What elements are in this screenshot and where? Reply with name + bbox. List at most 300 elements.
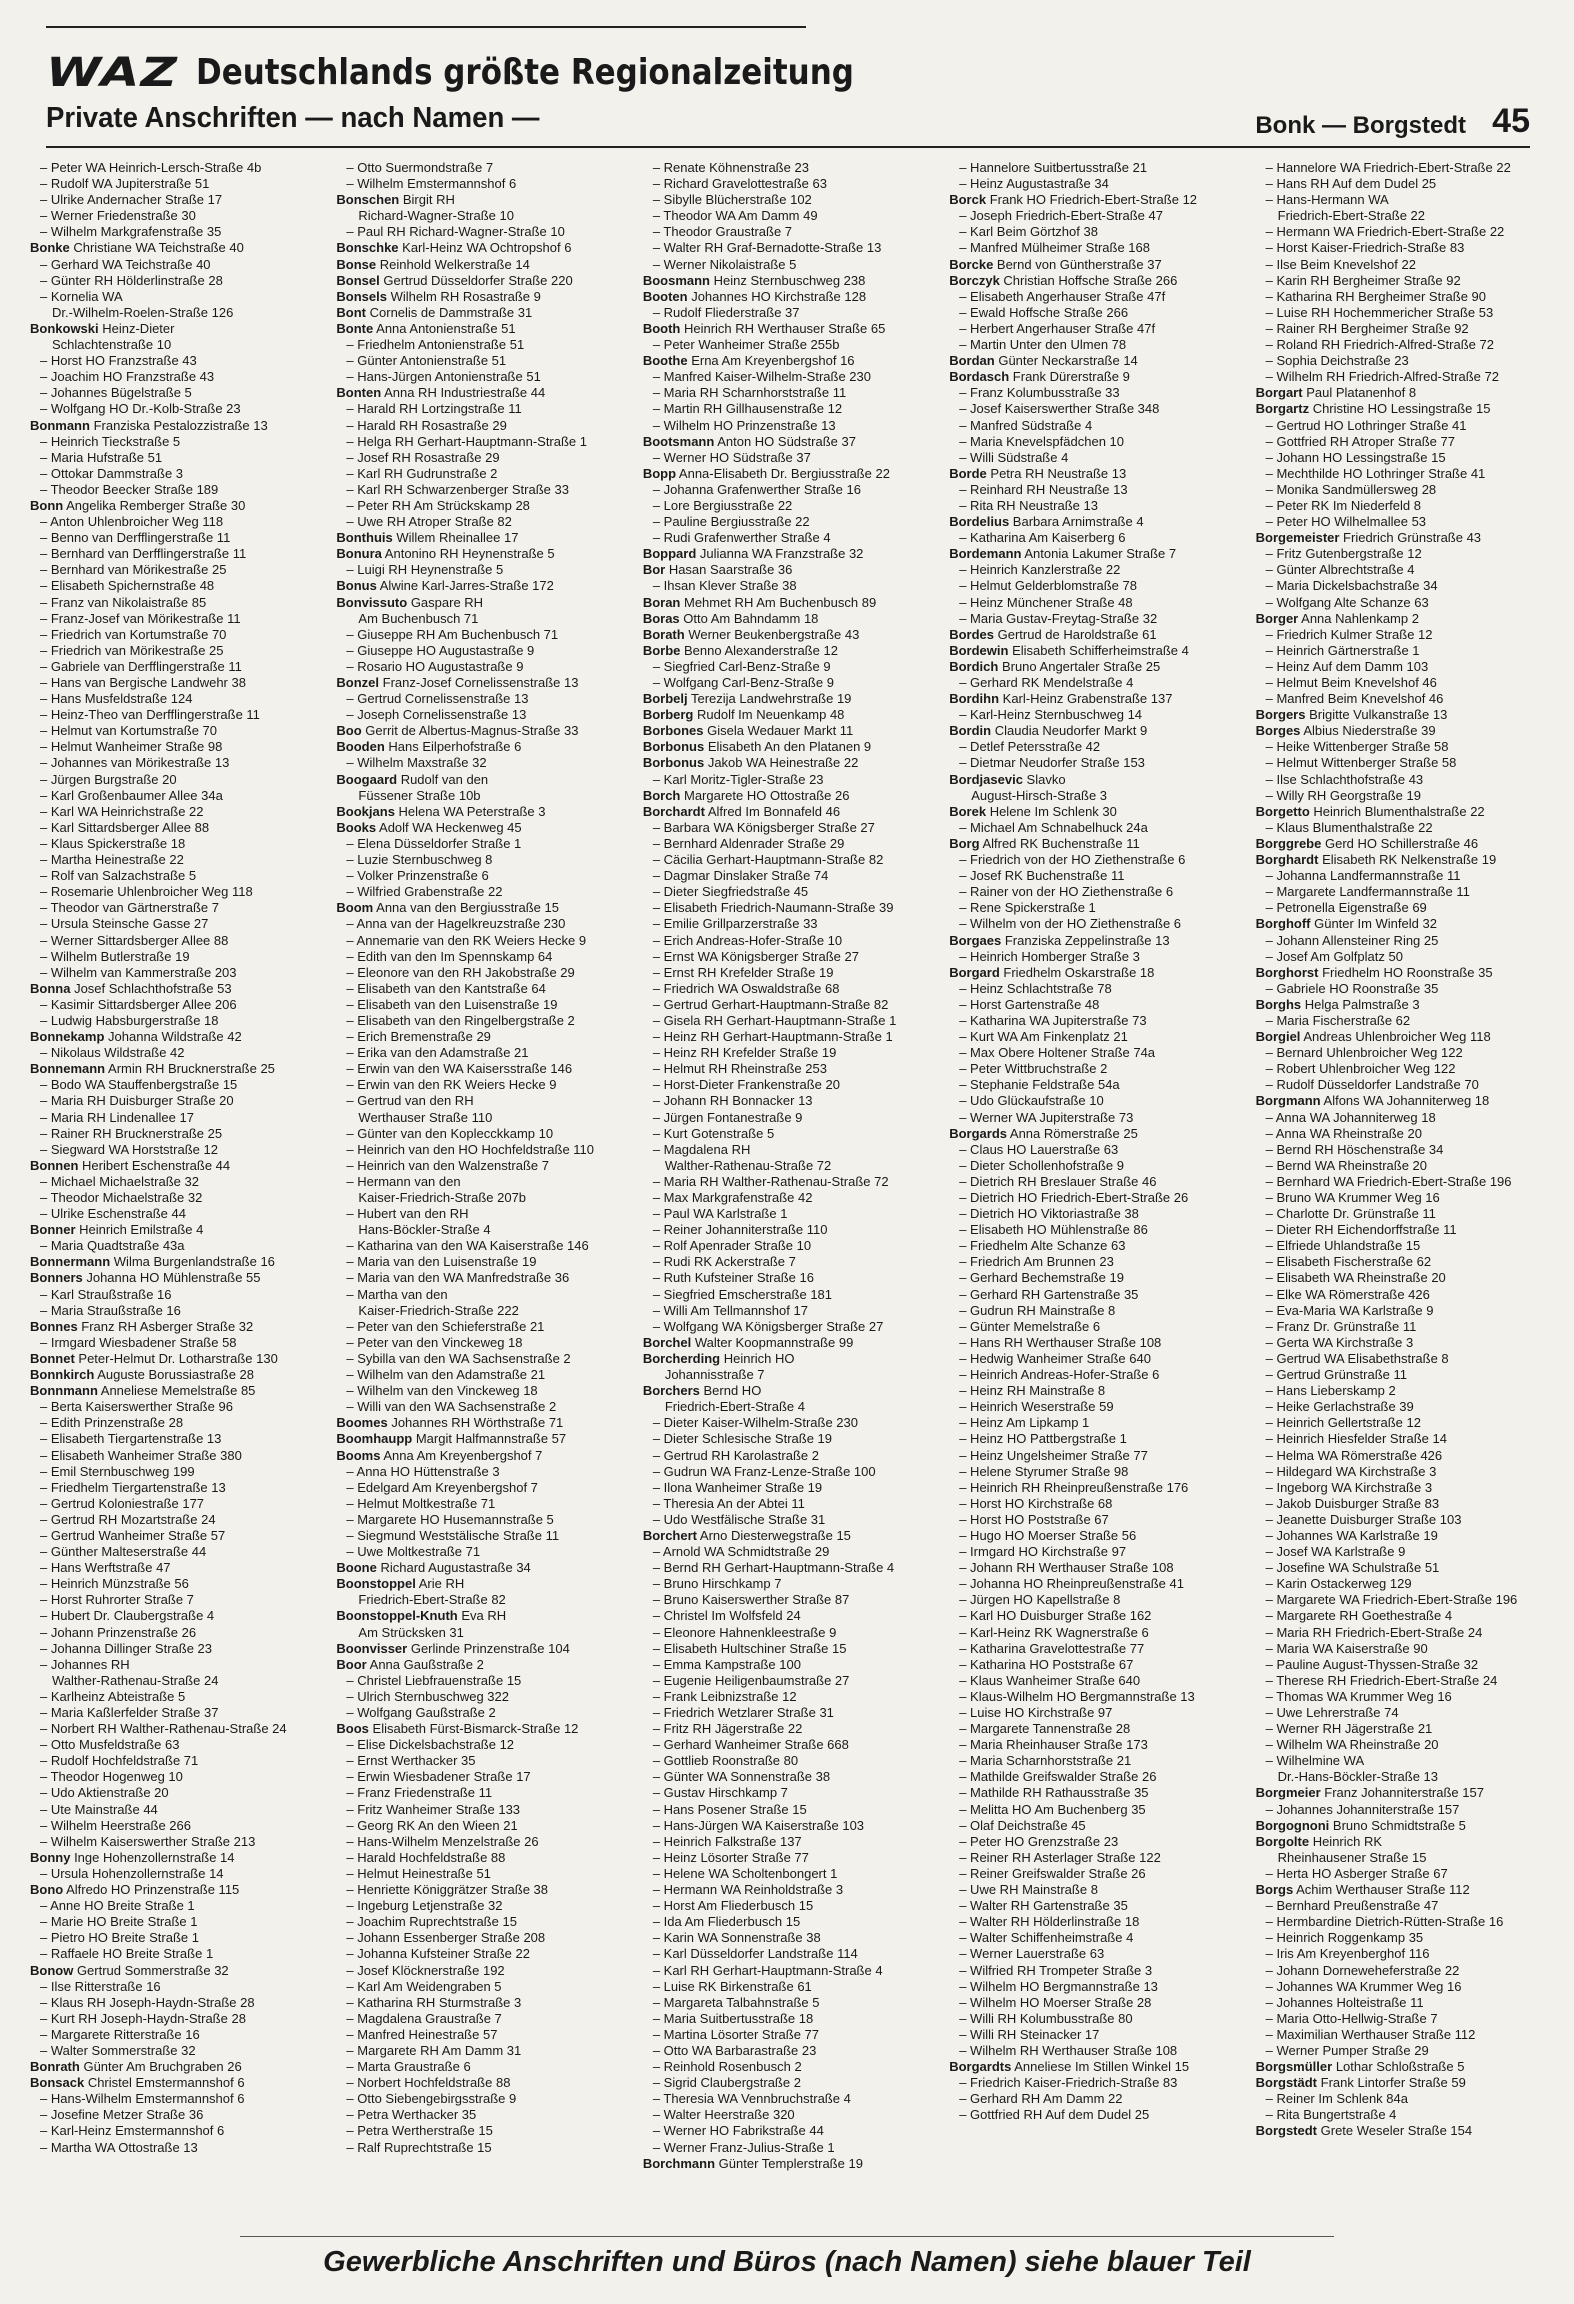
entry-details: Reinhold Welkerstraße 14	[376, 256, 530, 272]
entry-details: – Margarete RH Am Damm 31	[346, 2042, 522, 2058]
directory-entry	[949, 1528, 1247, 1544]
entry-details: – Franz-Josef van Mörikestraße 11	[40, 610, 241, 626]
entry-details: Anna Am Kreyenbergshof 7	[380, 1447, 543, 1463]
entry-details: Brigitte Vulkanstraße 13	[1305, 707, 1448, 723]
directory-entry	[1256, 1045, 1554, 1061]
directory-entry	[949, 208, 1247, 224]
entry-details: – Joseph Cornelissenstraße 13	[346, 707, 527, 723]
entry-continuation: Kaiser-Friedrich-Straße 207b	[358, 1190, 527, 1205]
directory-entry	[30, 852, 328, 868]
directory-entry	[1256, 1544, 1554, 1560]
directory-entry	[949, 176, 1247, 192]
entry-details: – Eleonore van den RH Jakobstraße 29	[346, 964, 575, 980]
directory-entry	[336, 1592, 634, 1608]
directory-entry	[30, 949, 328, 965]
directory-entry	[643, 418, 941, 434]
entry-details: – Charlotte Dr. Grünstraße 11	[1265, 1206, 1436, 1222]
directory-entry	[336, 1480, 634, 1496]
entry-details: – Theodor van Gärtnerstraße 7	[40, 900, 219, 916]
directory-entry	[336, 852, 634, 868]
directory-entry	[1256, 1641, 1554, 1657]
directory-entry	[30, 208, 328, 224]
entry-details: – Otto Musfeldstraße 63	[40, 1737, 180, 1753]
entry-details: – Werner Pumper Straße 29	[1265, 2042, 1429, 2058]
entry-surname: Bordihn	[949, 691, 1000, 707]
directory-entry	[30, 1174, 328, 1190]
directory-entry	[643, 466, 941, 482]
directory-entry	[30, 1785, 328, 1801]
entry-details: – Katharina RH Bergheimer Straße 90	[1265, 288, 1487, 304]
entry-details: – Erich Andreas-Hofer-Straße 10	[652, 932, 843, 948]
entry-details: Antonino RH Heynenstraße 5	[381, 546, 555, 562]
directory-entry	[30, 933, 328, 949]
entry-details: Terezija Landwehrstraße 19	[687, 691, 852, 707]
directory-entry	[30, 1818, 328, 1834]
entry-details: – Thomas WA Krummer Weg 16	[1265, 1688, 1452, 1704]
directory-entry	[643, 1818, 941, 1834]
entry-details: – Helmut Gelderblomstraße 78	[959, 578, 1137, 594]
entry-details: – Rudolf WA Jupiterstraße 51	[40, 176, 210, 192]
entry-details: – Dagmar Dinslaker Straße 74	[652, 868, 829, 884]
entry-details: – Hermann WA Friedrich-Ebert-Straße 22	[1265, 224, 1505, 240]
directory-entry	[336, 1769, 634, 1785]
entry-details: Albius Niederstraße 39	[1300, 723, 1436, 739]
entry-details: – Elisabeth Hultschiner Straße 15	[652, 1640, 847, 1656]
directory-entry	[336, 755, 634, 771]
entry-surname: Borcherding	[642, 1350, 721, 1366]
entry-details: Petra RH Neustraße 13	[986, 465, 1127, 481]
directory-entry	[30, 868, 328, 884]
directory-entry	[336, 1641, 634, 1657]
directory-entry	[949, 257, 1247, 273]
directory-entry	[1256, 176, 1554, 192]
directory-entry	[949, 434, 1247, 450]
directory-entry	[1256, 369, 1554, 385]
entry-details: – Manfred Heinestraße 57	[346, 2026, 498, 2042]
entry-details: – Wilhelm WA Rheinstraße 20	[1265, 1737, 1439, 1753]
entry-details: – Wilhelm HO Bergmannstraße 13	[959, 1978, 1158, 1994]
directory-entry	[30, 1512, 328, 1528]
directory-entry	[336, 739, 634, 755]
directory-entry	[336, 611, 634, 627]
entry-details: – Heinrich Gärtnerstraße 1	[1265, 642, 1420, 658]
entry-details: – Karl WA Heinrichstraße 22	[40, 803, 204, 819]
entry-surname: Bordasch	[949, 369, 1010, 385]
entry-details: – Heinrich Roggenkamp 35	[1265, 1930, 1424, 1946]
entry-details: Wilma Burgenlandstraße 16	[110, 1254, 275, 1270]
entry-details: Günter Am Bruchgraben 26	[79, 2059, 242, 2075]
directory-entry	[1256, 1496, 1554, 1512]
directory-entry	[336, 1560, 634, 1576]
entry-details: Armin RH Brucknerstraße 25	[105, 1061, 275, 1077]
entry-details: Heinz Sternbuschweg 238	[709, 272, 866, 288]
entry-details: – Klaus-Wilhelm HO Bergmannstraße 13	[959, 1688, 1195, 1704]
entry-details: – Hermbardine Dietrich-Rütten-Straße 16	[1265, 1914, 1504, 1930]
entry-details: – Iris Am Kreyenberghof 116	[1265, 1946, 1430, 1962]
entry-details: – Elisabeth van den Luisenstraße 19	[346, 996, 558, 1012]
entry-details: – Melitta HO Am Buchenberg 35	[959, 1801, 1146, 1817]
directory-entry	[643, 1866, 941, 1882]
entry-surname: Borgmann	[1255, 1093, 1321, 1109]
directory-entry	[643, 1995, 941, 2011]
entry-details: – Eleonore Hahnenkleestraße 9	[652, 1624, 837, 1640]
entry-details: – Gertrud RH Karolastraße 2	[652, 1447, 819, 1463]
directory-entry	[949, 611, 1247, 627]
directory-entry	[949, 1898, 1247, 1914]
directory-entry	[643, 965, 941, 981]
entry-details: – Fritz Wanheimer Straße 133	[346, 1801, 521, 1817]
directory-entry	[1256, 224, 1554, 240]
entry-details: – Karl Straußstraße 16	[40, 1286, 172, 1302]
entry-details: – Helene Styrumer Straße 98	[959, 1463, 1129, 1479]
directory-entry	[949, 160, 1247, 176]
entry-details: – Jürgen HO Kapellstraße 8	[959, 1592, 1121, 1608]
entry-details: – Werner Friedenstraße 30	[40, 208, 196, 224]
directory-entry	[30, 755, 328, 771]
directory-entry	[949, 627, 1247, 643]
directory-entry	[949, 1866, 1247, 1882]
entry-details: – Friedrich Am Brunnen 23	[959, 1254, 1114, 1270]
entry-details: – Gustav Hirschkamp 7	[652, 1785, 788, 1801]
entry-continuation: Friedrich-Ebert-Straße 4	[664, 1399, 805, 1415]
directory-entry	[1256, 659, 1554, 675]
entry-details: Elisabeth Fürst-Bismarck-Straße 12	[368, 1721, 579, 1737]
entry-surname: Borgiel	[1255, 1029, 1301, 1045]
directory-entry	[949, 1512, 1247, 1528]
entry-surname: Borde	[949, 465, 987, 481]
directory-entry	[643, 562, 941, 578]
entry-continuation: Werthauser Straße 110	[358, 1109, 493, 1125]
directory-entry	[1256, 1367, 1554, 1383]
directory-column-5	[1256, 160, 1554, 2210]
directory-entry	[1256, 1061, 1554, 1077]
entry-surname: Borch	[642, 787, 681, 803]
entry-details: Heinrich RH Werthauser Straße 65	[680, 320, 886, 336]
entry-details: Anneliese Memelstraße 85	[97, 1383, 256, 1399]
directory-entry	[949, 1625, 1247, 1641]
tagline: Deutschlands größte Regionalzeitung	[196, 52, 854, 93]
entry-details: – Anna WA Johanniterweg 18	[1265, 1109, 1436, 1125]
directory-entry	[1256, 1802, 1554, 1818]
directory-entry	[1256, 321, 1554, 337]
entry-details: – Luzie Sternbuschweg 8	[346, 852, 493, 868]
entry-surname: Bonschen	[336, 192, 400, 208]
entry-details: Gisela Wedauer Markt 11	[703, 723, 854, 739]
entry-details: – Maria Fischerstraße 62	[1265, 1012, 1411, 1028]
entry-details: – Gertrud van den RH	[346, 1093, 474, 1109]
directory-entry	[336, 1383, 634, 1399]
directory-entry	[336, 707, 634, 723]
directory-entry	[949, 997, 1247, 1013]
directory-entry	[336, 820, 634, 836]
entry-details: Helene Im Schlenk 30	[986, 803, 1117, 819]
entry-details: – Franz Dr. Grünstraße 11	[1265, 1318, 1417, 1334]
entry-details: – Friedhelm Antonienstraße 51	[346, 337, 525, 353]
entry-details: – Katharina WA Jupiterstraße 73	[959, 1012, 1147, 1028]
directory-entry	[643, 176, 941, 192]
directory-entry	[336, 723, 634, 739]
entry-details: – Barbara WA Königsberger Straße 27	[652, 819, 875, 835]
entry-details: – Johann HO Lessingstraße 15	[1265, 449, 1446, 465]
directory-entry	[643, 1850, 941, 1866]
entry-surname: Bonnekamp	[30, 1029, 105, 1045]
entry-details: – Helmut Heinestraße 51	[346, 1865, 491, 1881]
entry-details: – Siegmund Weststälische Straße 11	[346, 1527, 560, 1543]
directory-entry	[1256, 1528, 1554, 1544]
directory-entry	[1256, 1898, 1554, 1914]
directory-entry	[643, 1673, 941, 1689]
entry-details: – Gottfried RH Atroper Straße 77	[1265, 433, 1455, 449]
directory-entry	[949, 2027, 1247, 2043]
directory-entry	[949, 1721, 1247, 1737]
entry-details: – Peter Wanheimer Straße 255b	[652, 337, 840, 353]
directory-entry	[949, 482, 1247, 498]
directory-entry	[1256, 514, 1554, 530]
entry-details: – Paul WA Karlstraße 1	[652, 1206, 788, 1222]
entry-details: – Jürgen Burgstraße 20	[40, 771, 177, 787]
directory-entry	[949, 1335, 1247, 1351]
entry-details: – Johannes Johanniterstraße 157	[1265, 1801, 1460, 1817]
entry-details: Helga Palmstraße 3	[1301, 996, 1420, 1012]
entry-details: – Joachim Ruprechtstraße 15	[346, 1914, 517, 1930]
entry-details: – Raffaele HO Breite Straße 1	[40, 1946, 214, 1962]
entry-details: – Josefine WA Schulstraße 51	[1265, 1560, 1440, 1576]
entry-details: – Friedrich Wetzlarer Straße 31	[652, 1705, 834, 1720]
directory-entry	[643, 273, 941, 289]
entry-details: – Fritz Gutenbergstraße 12	[1265, 546, 1422, 562]
entry-details: – Klaus Blumenthalstraße 22	[1265, 819, 1433, 835]
entry-details: – Jürgen Fontanestraße 9	[652, 1109, 803, 1125]
directory-entry	[30, 289, 328, 305]
entry-details: – Gertrud Gerhart-Hauptmann-Straße 82	[652, 996, 889, 1012]
entry-details: – Maria Gustav-Freytag-Straße 32	[959, 610, 1158, 626]
entry-details: – Heinrich Kanzlerstraße 22	[959, 562, 1121, 578]
directory-entry	[1256, 434, 1554, 450]
entry-surname: Bonura	[336, 546, 382, 562]
directory-entry	[30, 643, 328, 659]
entry-details: – Therese RH Friedrich-Ebert-Straße 24	[1265, 1672, 1498, 1688]
entry-surname: Borchmann	[642, 2155, 716, 2171]
entry-details: – Werner HO Südstraße 37	[652, 449, 811, 465]
directory-entry	[30, 1721, 328, 1737]
entry-surname: Bonnmann	[30, 1383, 98, 1399]
entry-details: – Gerhard RH Am Damm 22	[959, 2091, 1123, 2107]
directory-entry	[1256, 530, 1554, 546]
directory-entry	[643, 1238, 941, 1254]
directory-entry	[949, 192, 1247, 208]
entry-details: – Helga RH Gerhart-Hauptmann-Straße 1	[346, 433, 588, 449]
entry-surname: Bopp	[642, 465, 677, 481]
directory-entry	[949, 1850, 1247, 1866]
directory-entry	[1256, 1979, 1554, 1995]
directory-entry	[949, 933, 1247, 949]
entry-details: – Wilhelm Kaiserswerther Straße 213	[40, 1833, 256, 1849]
directory-entry	[643, 224, 941, 240]
directory-entry	[1256, 273, 1554, 289]
directory-entry	[1256, 482, 1554, 498]
entry-details: – Kornelia WA	[40, 288, 123, 304]
entry-details: – Petra Werthacker 35	[346, 2107, 477, 2123]
entry-surname: Borg	[949, 835, 980, 851]
entry-details: Gerrit de Albertus-Magnus-Straße 33	[361, 723, 579, 739]
directory-entry	[643, 916, 941, 932]
entry-details: – Herbert Angerhauser Straße 47f	[959, 320, 1156, 336]
directory-entry	[336, 1126, 634, 1142]
directory-entry	[30, 1448, 328, 1464]
directory-entry	[643, 208, 941, 224]
directory-entry	[336, 1834, 634, 1850]
directory-entry	[949, 1158, 1247, 1174]
directory-entry	[949, 305, 1247, 321]
entry-details: – Luise RK Birkenstraße 61	[652, 1978, 812, 1994]
footer-divider	[240, 2236, 1334, 2237]
entry-details: – Ilse Beim Knevelshof 22	[1265, 256, 1416, 272]
entry-details: Franziska Pestalozzistraße 13	[89, 417, 268, 433]
entry-surname: Bootsmann	[642, 433, 715, 449]
entry-surname: Booten	[642, 288, 688, 304]
directory-entry	[30, 1287, 328, 1303]
entry-details: – Ernst RH Krefelder Straße 19	[652, 964, 834, 980]
directory-entry	[643, 981, 941, 997]
directory-entry	[949, 1431, 1247, 1447]
entry-details: Franziska Zeppelinstraße 13	[1001, 932, 1170, 948]
entry-details: – Hans-Jürgen WA Kaiserstraße 103	[652, 1817, 865, 1833]
entry-details: – Walter Sommerstraße 32	[40, 2042, 196, 2058]
entry-details: – Maria RH Walther-Rathenau-Straße 72	[652, 1173, 889, 1189]
directory-entry	[643, 739, 941, 755]
directory-entry	[643, 434, 941, 450]
entry-surname: Borgognoni	[1255, 1817, 1330, 1833]
directory-entry	[30, 836, 328, 852]
entry-details: – Margarete WA Friedrich-Ebert-Straße 196	[1265, 1592, 1518, 1608]
directory-entry	[643, 1431, 941, 1447]
entry-details: – Gertrud WA Elisabethstraße 8	[1265, 1350, 1449, 1366]
entry-continuation: August-Hirsch-Straße 3	[971, 787, 1108, 803]
directory-entry	[336, 1142, 634, 1158]
directory-entry	[949, 578, 1247, 594]
directory-entry	[30, 2027, 328, 2043]
entry-details: – Franz van Nikolaistraße 85	[40, 594, 207, 610]
entry-details: – Rainer von der HO Ziethenstraße 6	[959, 884, 1174, 900]
directory-entry	[30, 224, 328, 240]
directory-entry	[949, 1480, 1247, 1496]
entry-details: – Luise HO Kirchstraße 97	[959, 1705, 1113, 1720]
directory-entry	[1256, 916, 1554, 932]
entry-details: – Anne HO Breite Straße 1	[40, 1898, 195, 1914]
directory-entry	[949, 562, 1247, 578]
directory-entry	[336, 1930, 634, 1946]
entry-continuation: Friedrich-Ebert-Straße 22	[1277, 208, 1426, 224]
entry-details: – Wilhelm HO Prinzenstraße 13	[652, 417, 836, 433]
directory-entry	[643, 2140, 941, 2156]
entry-details: – Elisabeth HO Mühlenstraße 86	[959, 1222, 1148, 1238]
entry-details: – Walter Heerstraße 320	[652, 2107, 795, 2123]
entry-details: Elisabeth Schifferheimstraße 4	[1008, 642, 1189, 658]
directory-entry	[30, 1866, 328, 1882]
directory-entry	[336, 1866, 634, 1882]
directory-entry	[336, 530, 634, 546]
entry-details: – Wilhelm van den Adamstraße 21	[346, 1367, 546, 1383]
entry-details: – Mechthilde HO Lothringer Straße 41	[1265, 465, 1486, 481]
entry-details: – Emma Kampstraße 100	[652, 1656, 801, 1672]
directory-entry	[30, 1142, 328, 1158]
directory-entry	[949, 1093, 1247, 1109]
entry-details: Benno Alexanderstraße 12	[680, 642, 838, 658]
entry-details: – Hans-Wilhelm Emstermannshof 6	[40, 2091, 245, 2107]
entry-details: – Elise Dickelsbachstraße 12	[346, 1737, 515, 1753]
entry-surname: Boom	[336, 900, 374, 916]
entry-details: Alfons WA Johanniterweg 18	[1320, 1093, 1490, 1109]
directory-entry	[949, 273, 1247, 289]
entry-surname: Borgers	[1255, 707, 1306, 723]
directory-entry	[949, 1464, 1247, 1480]
entry-surname: Borbones	[642, 723, 704, 739]
directory-entry	[949, 1560, 1247, 1576]
entry-surname: Bono	[30, 1882, 64, 1898]
directory-entry	[336, 691, 634, 707]
entry-continuation: Schlachtenstraße 10	[52, 337, 172, 353]
directory-entry	[30, 1946, 328, 1962]
directory-entry	[1256, 1512, 1554, 1528]
entry-continuation: Rheinhausener Straße 15	[1277, 1849, 1427, 1865]
entry-details: – Ulrike Eschenstraße 44	[40, 1206, 186, 1222]
directory-entry	[643, 997, 941, 1013]
entry-surname: Borger	[1255, 610, 1299, 626]
name-range: Bonk — Borgstedt	[1255, 112, 1466, 139]
directory-entry	[30, 1496, 328, 1512]
directory-entry	[1256, 1625, 1554, 1641]
directory-entry	[643, 772, 941, 788]
entry-details: – Bruno WA Krummer Weg 16	[1265, 1190, 1440, 1205]
entry-details: – Wilhelm Heerstraße 266	[40, 1817, 191, 1833]
directory-entry	[643, 2075, 941, 2091]
entry-details: – Johann Essenberger Straße 208	[346, 1930, 546, 1946]
directory-entry	[643, 1013, 941, 1029]
directory-entry	[1256, 852, 1554, 868]
entry-details: – Rene Spickerstraße 1	[959, 900, 1096, 916]
entry-surname: Bonow	[30, 1962, 74, 1978]
entry-surname: Borchardt	[642, 803, 705, 819]
directory-entry	[949, 1544, 1247, 1560]
directory-entry	[30, 1576, 328, 1592]
directory-entry	[949, 691, 1247, 707]
entry-details: Arno Diesterwegstraße 15	[697, 1527, 851, 1543]
entry-details: – Gerta WA Kirchstraße 3	[1265, 1334, 1414, 1350]
directory-entry	[1256, 1110, 1554, 1126]
entry-details: – Bernd RH Höschenstraße 34	[1265, 1141, 1444, 1157]
entry-details: – Walter Schiffenheimstraße 4	[959, 1930, 1134, 1946]
directory-entry	[949, 1367, 1247, 1383]
directory-entry	[336, 1818, 634, 1834]
entry-details: – Karl-Heinz Emstermannshof 6	[40, 2123, 225, 2139]
entry-surname: Bor	[642, 562, 666, 578]
entry-details: Johanna HO Mühlenstraße 55	[82, 1270, 261, 1286]
entry-details: – Johannes WA Krummer Weg 16	[1265, 1978, 1462, 1994]
entry-surname: Bookjans	[336, 803, 395, 819]
directory-entry	[949, 224, 1247, 240]
directory-entry	[643, 240, 941, 256]
entry-details: – Otto Siebengebirgsstraße 9	[346, 2091, 517, 2107]
directory-entry	[949, 1673, 1247, 1689]
directory-entry	[643, 1946, 941, 1962]
directory-entry	[643, 1898, 941, 1914]
entry-details: – Theodor Hogenweg 10	[40, 1769, 183, 1785]
entry-surname: Boppard	[642, 546, 697, 562]
entry-details: – Willi Am Tellmannshof 17	[652, 1302, 808, 1318]
directory-entry	[949, 369, 1247, 385]
directory-entry	[643, 498, 941, 514]
entry-surname: Bordes	[949, 626, 995, 642]
